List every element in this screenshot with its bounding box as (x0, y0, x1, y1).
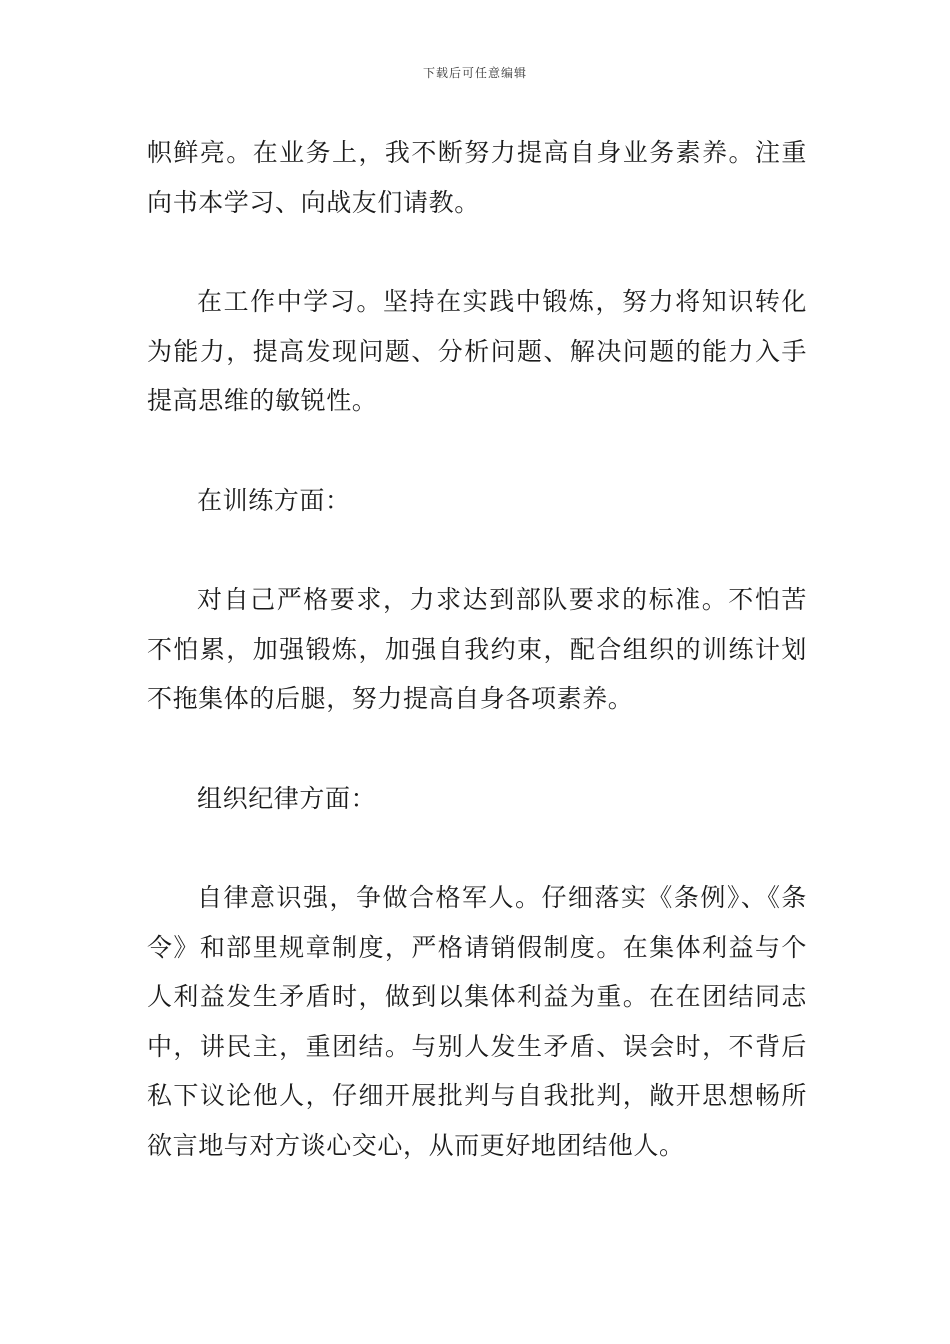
paragraph-2: 在工作中学习。坚持在实践中锻炼，努力将知识转化为能力，提高发现问题、分析问题、解决问题的能力入手提高思维的敏锐性。 (147, 287, 807, 415)
paragraph-spacer (147, 525, 807, 575)
document-body (147, 128, 807, 1170)
header-note: 下载后可任意编辑 (422, 66, 527, 80)
paragraph-spacer (147, 227, 807, 277)
paragraph-4: 对自己严格要求，力求达到部队要求的标准。不怕苦不怕累，加强锻炼，加强自我约束，配合组织的训练计划不拖集体的后腿，努力提高自身各项素养。 (147, 585, 807, 713)
paragraph-1: 帜鲜亮。在业务上，我不断努力提高自身业务素养。注重向书本学习、向战友们请教。 (147, 138, 807, 217)
paragraph-spacer (147, 426, 807, 476)
paragraph-spacer (147, 823, 807, 873)
paragraph-spacer (147, 724, 807, 774)
section-heading-training: 在训练方面： (197, 485, 351, 515)
paragraph-6: 自律意识强，争做合格军人。仔细落实《条例》、《条令》和部里规章制度，严格请销假制度。在集体利益与个人利益发生矛盾时，做到以集体利益为重。在在团结同志中，讲民主，重团结。与别人发生矛盾、误会时，不背后私下议论他人，仔细开展批判与自我批判，敞开思想畅所欲言地与对方谈心交心，从而更好地团结他人。 (147, 883, 807, 1160)
section-heading-discipline: 组织纪律方面： (197, 783, 377, 813)
